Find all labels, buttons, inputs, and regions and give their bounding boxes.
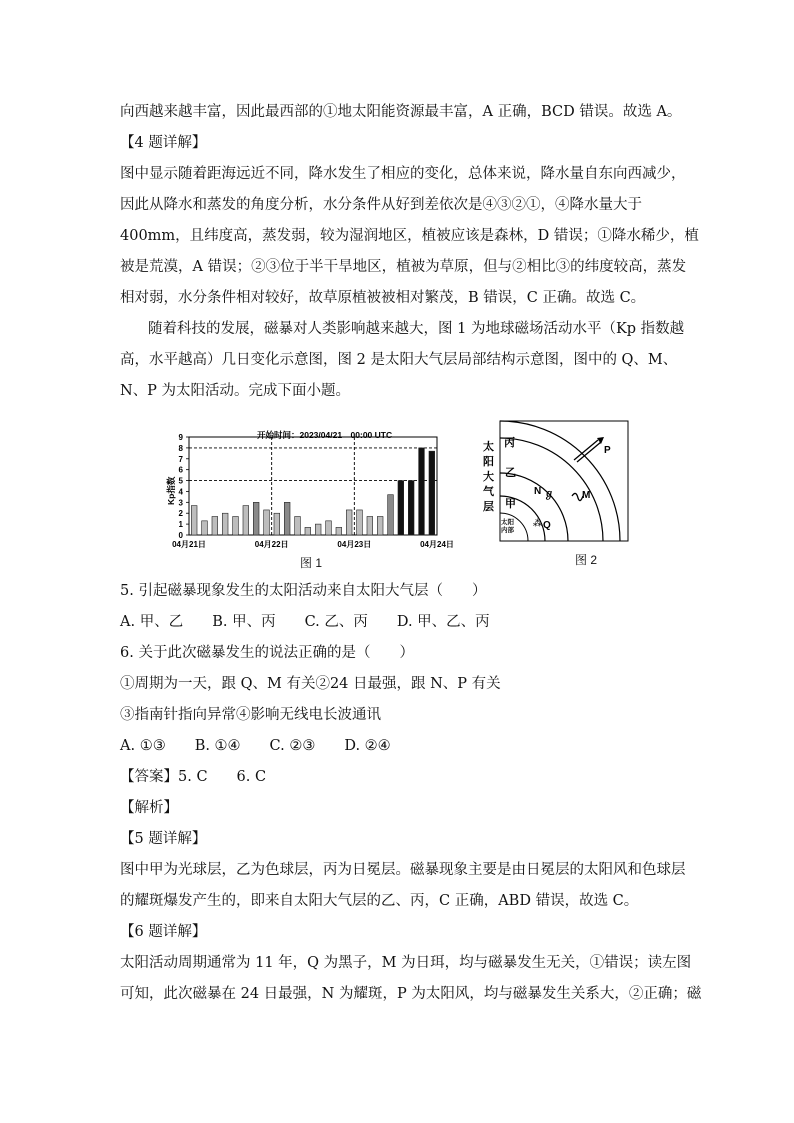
x-tick-label: 04月22日 (254, 540, 289, 549)
kp-bar (243, 506, 249, 535)
kp-bar (202, 521, 208, 535)
y-tick-label: 2 (178, 509, 183, 519)
marker-q-label: Q (543, 520, 551, 531)
kp-bar (191, 506, 197, 535)
kp-bar (233, 516, 239, 535)
layer-label-bing: 丙 (504, 436, 515, 449)
text-line: 相对弱，水分条件相对较好，故草原植被被相对繁茂，B 错误，C 正确。故选 C。 (120, 290, 646, 306)
kp-bar (398, 481, 404, 535)
y-tick-label: 5 (178, 476, 183, 486)
kp-bar (212, 516, 218, 535)
kp-bar (326, 521, 332, 535)
section-heading: 【5 题详解】 (120, 831, 207, 847)
kp-bar (346, 510, 352, 535)
figure-2-caption: 图 2 (575, 553, 598, 567)
y-tick-label: 0 (178, 531, 183, 540)
text-line: 被是荒漠，A 错误；②③位于半干旱地区，植被为草原，但与②相比③的纬度较高，蒸发 (120, 259, 687, 275)
side-label-char: 气 (483, 485, 494, 498)
kp-bar (264, 510, 270, 535)
y-tick-label: 7 (178, 454, 183, 464)
text-line: 图中甲为光球层，乙为色球层，丙为日冕层。磁暴现象主要是由日冕层的太阳风和色球层 (120, 862, 686, 878)
kp-bar (419, 448, 425, 535)
section-heading: 【6 题详解】 (120, 924, 207, 940)
question-6-statements: ①周期为一天，跟 Q、M 有关②24 日最强，跟 N、P 有关 (120, 676, 501, 692)
x-tick-label: 04月21日 (172, 540, 206, 549)
kp-bar (408, 481, 414, 535)
sunspot-icon: ⁂ (533, 519, 542, 529)
kp-bar (388, 495, 394, 535)
kp-bar (253, 502, 259, 535)
text-line: 的耀斑爆发产生的，即来自太阳大气层的乙、丙，C 正确，ABD 错误，故选 C。 (120, 893, 639, 909)
answer-line: 【答案】5. C 6. C (120, 769, 267, 785)
kp-bar (357, 510, 363, 535)
question-6-options: A. ①③ B. ①④ C. ②③ D. ②④ (120, 738, 391, 754)
question-5-options: A. 甲、乙 B. 甲、丙 C. 乙、丙 D. 甲、乙、丙 (120, 614, 490, 630)
kp-bar (295, 516, 301, 535)
kp-bar (429, 451, 435, 535)
y-tick-label: 1 (178, 520, 183, 530)
text-line: 随着科技的发展，磁暴对人类影响越来越大，图 1 为地球磁场活动水平（Kp 指数越 (148, 321, 685, 337)
kp-bar (284, 502, 290, 535)
y-tick-label: 4 (178, 487, 183, 497)
text-line: 400mm，且纬度高，蒸发弱，较为湿润地区，植被应该是森林，D 错误；①降水稀少，植 (120, 228, 699, 244)
marker-n-label: N (534, 486, 542, 497)
question-6-statements: ③指南针指向异常④影响无线电长波通讯 (120, 707, 381, 723)
kp-bar (274, 513, 280, 535)
marker-m-label: M (582, 490, 591, 501)
question-6: 6. 关于此次磁暴发生的说法正确的是（ ） (120, 645, 414, 661)
side-label-char: 阳 (483, 455, 494, 468)
figure-1-caption: 图 1 (300, 556, 323, 570)
text-line: 图中显示随着距海远近不同，降水发生了相应的变化，总体来说，降水量自东向西减少， (120, 166, 686, 182)
chart-start-time-label: 开始时间：2023/04/21 00:00 UTC (257, 430, 393, 440)
y-tick-label: 6 (178, 465, 183, 475)
kp-bar (315, 524, 321, 535)
y-tick-label: 8 (178, 443, 183, 453)
text-line: 太阳活动周期通常为 11 年，Q 为黑子，M 为日珥，均与磁暴发生无关，①错误；读左图 (120, 955, 692, 971)
x-tick-label: 04月24日 (420, 540, 454, 549)
y-axis-label: Kp指数 (166, 476, 176, 505)
kp-bar-chart (165, 423, 454, 563)
side-label-char: 大 (483, 470, 494, 483)
solar-interior-label: 太阳内部 (501, 518, 514, 534)
analysis-heading: 【解析】 (120, 800, 178, 816)
side-label-char: 太 (483, 440, 494, 453)
flare-icon: ℊ (544, 489, 554, 500)
y-tick-label: 9 (178, 433, 183, 442)
side-label-char: 层 (483, 500, 494, 513)
text-line: 向西越来越丰富，因此最西部的①地太阳能资源最丰富，A 正确，BCD 错误。故选 A。 (120, 104, 682, 120)
text-line: 可知，此次磁暴在 24 日最强，N 为耀斑，P 为太阳风，均与磁暴发生关系大，②正确；磁 (120, 986, 702, 1002)
text-line: 因此从降水和蒸发的角度分析，水分条件从好到差依次是④③②①，④降水量大于 (120, 197, 642, 213)
section-heading: 【4 题详解】 (120, 135, 207, 151)
layer-label-jia: 甲 (505, 497, 516, 510)
kp-bar (222, 513, 228, 535)
x-tick-label: 04月23日 (337, 540, 372, 549)
question-5: 5. 引起磁暴现象发生的太阳活动来自太阳大气层（ ） (120, 583, 487, 599)
layer-label-yi: 乙 (505, 466, 516, 479)
solar-atmosphere-diagram (470, 418, 640, 564)
kp-bar (305, 527, 311, 535)
kp-bar (336, 527, 342, 535)
text-line: 高，水平越高）几日变化示意图，图 2 是太阳大气层局部结构示意图，图中的 Q、M、 (120, 352, 678, 368)
kp-bar (367, 516, 373, 535)
text-line: N、P 为太阳活动。完成下面小题。 (120, 383, 351, 399)
kp-bar (377, 516, 383, 535)
y-tick-label: 3 (178, 498, 183, 508)
marker-p-label: P (604, 445, 611, 456)
